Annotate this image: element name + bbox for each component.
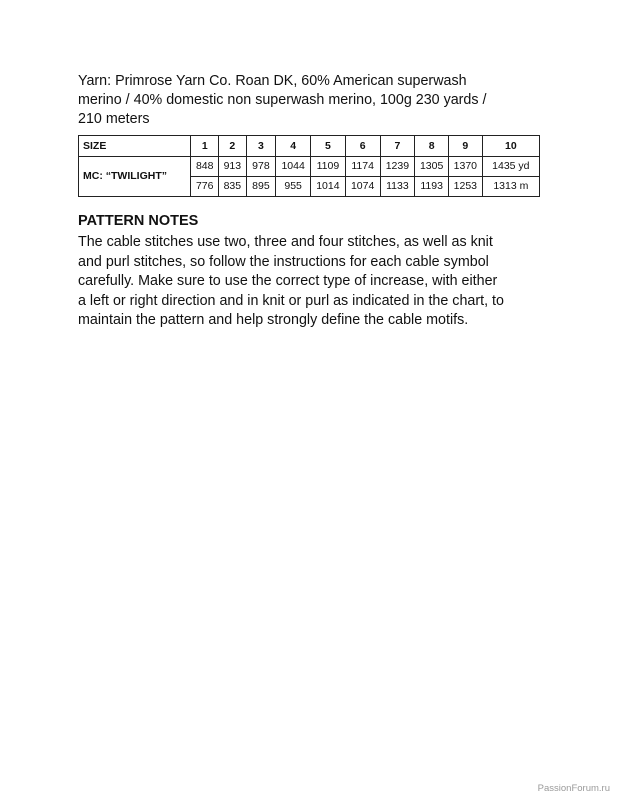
size-header: SIZE [79, 136, 191, 157]
yarn-description [78, 72, 548, 129]
notes-line: The cable stitches use two, three and four stitches, as well as knit [78, 234, 493, 250]
meters-cell: 1193 [415, 177, 449, 197]
meters-cell: 1014 [311, 177, 346, 197]
main-color-label: MC: “TWILIGHT” [79, 157, 191, 197]
meters-cell: 895 [246, 177, 276, 197]
size-column-header: 1 [191, 136, 219, 157]
yards-cell: 1239 [380, 157, 415, 177]
size-column-header: 5 [311, 136, 346, 157]
meters-cell: 1133 [380, 177, 415, 197]
yarn-line: merino / 40% domestic non superwash merino, 100g 230 yards / [78, 92, 487, 108]
watermark-text: PassionForum.ru [537, 783, 610, 794]
yards-cell: 913 [219, 157, 247, 177]
pattern-notes-heading: PATTERN NOTES [78, 213, 199, 229]
yards-cell: 1109 [311, 157, 346, 177]
notes-line: carefully. Make sure to use the correct type of increase, with either [78, 273, 498, 289]
size-column-header: 2 [219, 136, 247, 157]
size-column-header: 10 [482, 136, 539, 157]
meters-cell: 1253 [448, 177, 482, 197]
meters-cell: 1074 [345, 177, 380, 197]
yarn-line: Yarn: Primrose Yarn Co. Roan DK, 60% American superwash [78, 73, 467, 89]
size-column-header: 8 [415, 136, 449, 157]
notes-line: maintain the pattern and help strongly define the cable motifs. [78, 312, 469, 328]
yards-cell: 1174 [345, 157, 380, 177]
yards-cell: 848 [191, 157, 219, 177]
yards-cell: 978 [246, 157, 276, 177]
size-column-header: 3 [246, 136, 276, 157]
meters-cell: 955 [276, 177, 311, 197]
meters-cell: 1313 m [482, 177, 539, 197]
meters-cell: 776 [191, 177, 219, 197]
yards-cell: 1305 [415, 157, 449, 177]
yards-cell: 1044 [276, 157, 311, 177]
size-column-header: 4 [276, 136, 311, 157]
table-header-row [79, 136, 540, 157]
yards-cell: 1435 yd [482, 157, 539, 177]
table-row-yards [79, 157, 540, 177]
size-column-header: 6 [345, 136, 380, 157]
size-column-header: 7 [380, 136, 415, 157]
pattern-notes-body [78, 233, 558, 331]
yards-cell: 1370 [448, 157, 482, 177]
notes-line: and purl stitches, so follow the instructions for each cable symbol [78, 253, 489, 270]
size-column-header: 9 [448, 136, 482, 157]
meters-cell: 835 [219, 177, 247, 197]
yarn-size-table [78, 135, 540, 197]
notes-line: a left or right direction and in knit or purl as indicated in the chart, to [78, 292, 504, 309]
yarn-line: 210 meters [78, 111, 150, 127]
